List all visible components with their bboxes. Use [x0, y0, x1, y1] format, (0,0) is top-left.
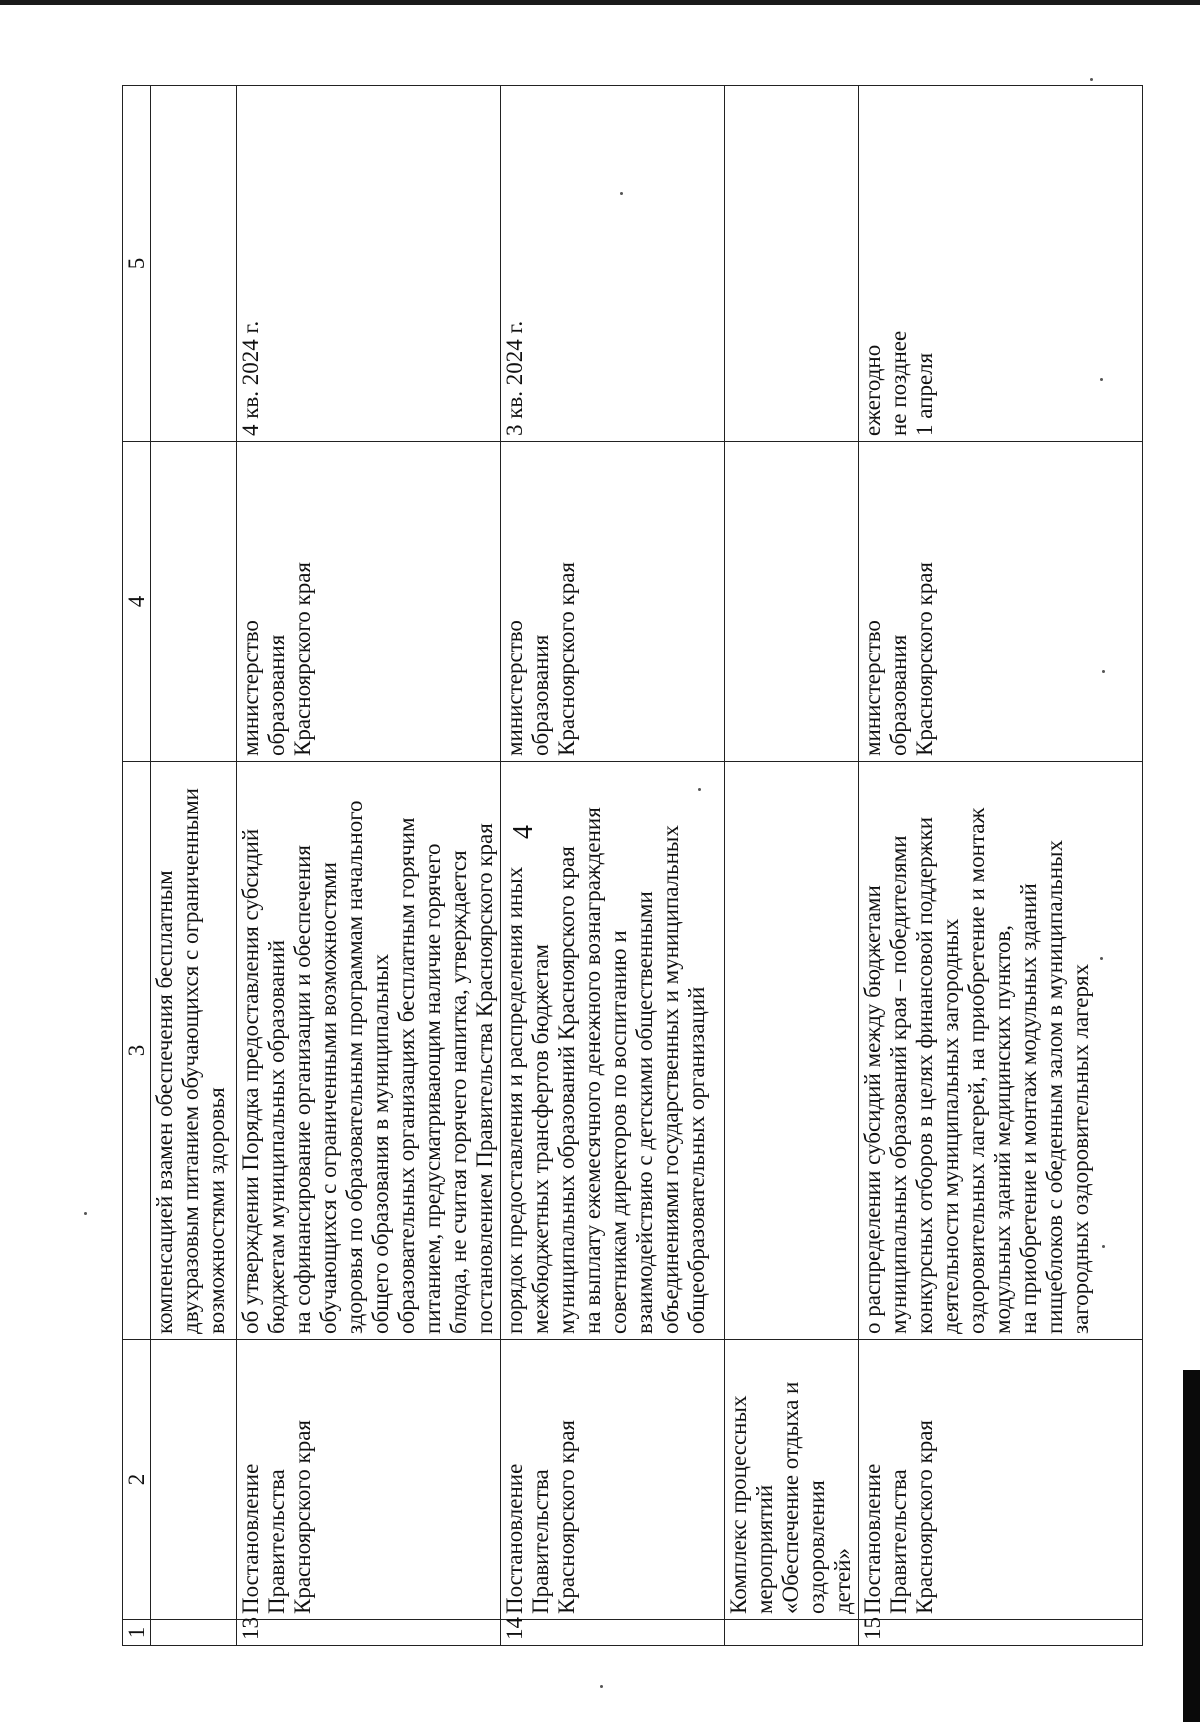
document-type-cell: Постановление Правительства Красноярского края: [237, 1340, 501, 1620]
section-row: [725, 86, 859, 1646]
section-title-cell: Комплекс процессных мероприятий «Обеспечение отдыха и оздоровления детей»: [725, 1340, 859, 1620]
empty-cell: [725, 762, 859, 1340]
row-number-cell: 13: [237, 1620, 501, 1646]
table-row: [237, 86, 501, 1646]
deadline-cell: [151, 86, 237, 442]
header-cell: 5: [123, 86, 151, 442]
document-type-cell: Постановление Правительства Красноярского края: [859, 1340, 1143, 1620]
scan-speck: [1090, 78, 1093, 81]
deadline-cell: ежегодно не позднее 1 апреля: [859, 86, 1143, 442]
scan-speck: [600, 1685, 603, 1688]
table-row: [151, 86, 237, 1646]
scan-edge-right: [1183, 1370, 1200, 1722]
act-title-cell: о распределении субсидий между бюджетами муниципальных образований края – победителями конкурсных отборов в целях финансовой поддержки деятельности муниципальных загородных оздоровительных лагерей, на приобретение и монтаж модульных зданий медицинских пунктов, на приобретение и монтаж модульных зданий пищеблоков с обеденным залом в муниципальных загородных оздоровительных лагерях: [859, 762, 1143, 1340]
row-number-cell: [151, 1620, 237, 1646]
act-title-cell: об утверждении Порядка предоставления субсидий бюджетам муниципальных образований на софинансирование организации и обеспечения обучающихся с ограниченными возможностями здоровья по образовательным программам начального общего образования в муниципальных образовательных организациях бесплатным горячим питанием, предусматривающим наличие горячего блюда, не считая горячего напитка, утверждается постановлением Правительства Красноярского края: [237, 762, 501, 1340]
responsible-cell: [151, 442, 237, 762]
scan-edge-top: [0, 0, 1200, 5]
rotated-table-container: [122, 86, 1093, 1646]
deadline-cell: 3 кв. 2024 г.: [501, 86, 725, 442]
responsible-cell: министерство образования Красноярского края: [859, 442, 1143, 762]
empty-cell: [725, 442, 859, 762]
row-number-cell: 15: [859, 1620, 1143, 1646]
act-title-cell: компенсацией взамен обеспечения бесплатным двухразовым питанием обучающихся с ограниченными возможностями здоровья: [151, 762, 237, 1340]
table-row: [501, 86, 725, 1646]
act-title-cell: порядок предоставления и распределения иных межбюджетных трансфертов бюджетам муниципальных образований Красноярского края на выплату ежемесячного денежного вознаграждения советникам директоров по воспитанию и взаимодействию с детскими общественными объединениями государственных и муниципальных общеобразовательных организаций: [501, 762, 725, 1340]
empty-cell: [725, 86, 859, 442]
header-cell: 2: [123, 1340, 151, 1620]
header-cell: 3: [123, 762, 151, 1340]
page-number: 4: [508, 825, 539, 839]
header-cell: 4: [123, 442, 151, 762]
header-cell: 1: [123, 1620, 151, 1646]
deadline-cell: 4 кв. 2024 г.: [237, 86, 501, 442]
legal-acts-table: [122, 85, 1143, 1646]
row-number-cell: 14: [501, 1620, 725, 1646]
responsible-cell: министерство образования Красноярского края: [501, 442, 725, 762]
table-header-row: [123, 86, 151, 1646]
scan-speck: [84, 1212, 87, 1215]
document-type-cell: [151, 1340, 237, 1620]
document-type-cell: Постановление Правительства Красноярского края: [501, 1340, 725, 1620]
responsible-cell: министерство образования Красноярского края: [237, 442, 501, 762]
table-row: [859, 86, 1143, 1646]
row-number-cell: [725, 1620, 859, 1646]
